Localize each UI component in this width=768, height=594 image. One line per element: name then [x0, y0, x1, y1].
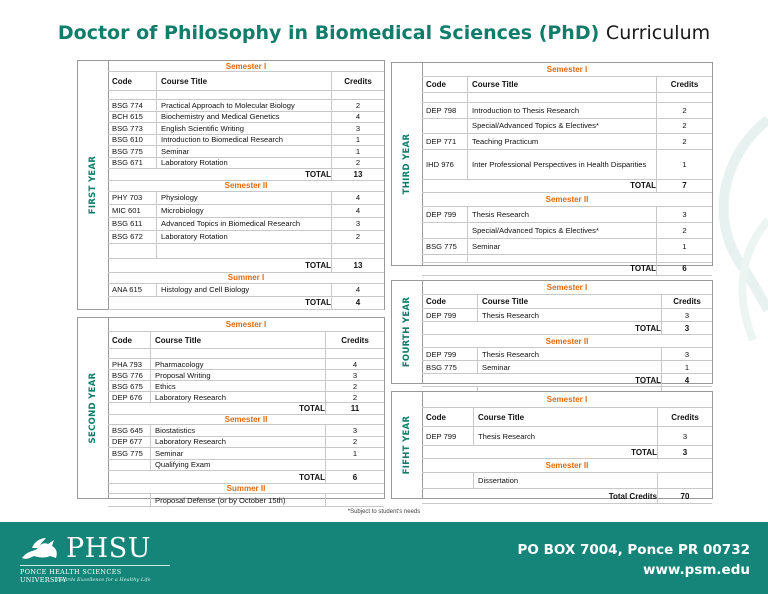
course-row — [108, 392, 384, 403]
blank-title — [156, 244, 336, 258]
course-code: BCH 615 — [112, 112, 143, 122]
blank-row — [108, 91, 384, 100]
total-row — [108, 169, 384, 181]
course-title: Introduction to Thesis Research — [467, 103, 661, 118]
semester-label — [108, 61, 384, 72]
course-code: BSG 610 — [112, 135, 143, 145]
semester-label — [422, 281, 712, 295]
course-title: Laboratory Rotation — [156, 231, 336, 243]
blank-credits — [656, 255, 712, 262]
course-row — [108, 231, 384, 244]
semester-title: Summer I — [227, 273, 265, 282]
course-credits: 3 — [331, 123, 384, 134]
course-credits — [325, 494, 384, 506]
course-row — [108, 205, 384, 218]
total-value: 70 — [657, 489, 712, 503]
second-year-label: SECOND YEAR — [78, 318, 109, 498]
column-header-row — [108, 332, 384, 349]
col-code-header: Code — [426, 80, 446, 89]
course-code: MIC 601 — [112, 206, 141, 215]
title-suffix: Curriculum — [605, 22, 711, 44]
blank-code — [108, 91, 160, 99]
total-label: TOTAL — [630, 181, 656, 190]
blank-row — [108, 244, 384, 259]
semester-title: Semester II — [224, 415, 268, 424]
semester-label — [108, 273, 384, 284]
course-row — [422, 207, 712, 223]
total-row — [108, 259, 384, 273]
fifth-year-label: FIFHT YEAR — [392, 392, 423, 498]
course-row — [108, 359, 384, 370]
course-code: BSG 671 — [112, 158, 143, 168]
course-title: Microbiology — [156, 205, 336, 217]
course-credits: 2 — [656, 134, 712, 149]
course-credits: 1 — [331, 146, 384, 157]
course-title: Laboratory Rotation — [156, 158, 336, 169]
course-code: DEP 799 — [426, 209, 457, 219]
course-row — [108, 146, 384, 158]
course-code: BSG 775 — [112, 448, 143, 458]
pegasus-logo-icon — [20, 536, 64, 562]
course-title: Qualifying Exam — [150, 460, 330, 471]
total-row — [108, 471, 384, 484]
course-row — [108, 425, 384, 437]
fourth-year-table — [422, 281, 712, 398]
course-row — [422, 119, 712, 135]
course-credits: 4 — [331, 205, 384, 217]
semester-title: Semester II — [545, 461, 589, 470]
course-credits: 3 — [325, 370, 384, 380]
total-row — [422, 374, 712, 387]
course-title: Special/Advanced Topics & Electives* — [467, 223, 661, 238]
course-credits: 1 — [331, 135, 384, 146]
semester-label — [108, 318, 384, 332]
total-row — [422, 180, 712, 193]
course-row — [422, 309, 712, 322]
blank-credits — [331, 91, 384, 99]
total-label: Total Credits — [608, 491, 657, 501]
third-year-table — [422, 63, 712, 276]
course-credits: 4 — [325, 359, 384, 369]
course-row — [108, 494, 384, 507]
blank-credits — [656, 93, 712, 102]
course-credits: 3 — [656, 207, 712, 222]
total-row — [422, 263, 712, 276]
total-value: 3 — [657, 446, 712, 458]
total-value: 11 — [325, 403, 384, 414]
course-title: Pharmacology — [150, 359, 330, 369]
footnote: *Subject to student's needs — [347, 509, 421, 515]
column-header-row — [422, 77, 712, 93]
blank-credits — [325, 349, 384, 358]
semester-label — [108, 415, 384, 425]
course-row — [108, 437, 384, 449]
total-value: 13 — [331, 169, 384, 180]
course-code: BSG 645 — [112, 425, 143, 435]
semester-title: Semester I — [225, 320, 267, 329]
course-title: Ethics — [150, 381, 330, 391]
footer-bar — [0, 522, 768, 594]
course-row — [422, 239, 712, 255]
semester-title: Semester II — [545, 194, 589, 204]
total-row — [108, 403, 384, 415]
column-header-row — [108, 72, 384, 91]
course-row — [108, 112, 384, 124]
blank-row — [108, 349, 384, 359]
course-code — [422, 119, 471, 134]
course-row — [422, 150, 712, 180]
course-title: English Scientific Writing — [156, 123, 336, 134]
course-credits: 4 — [331, 112, 384, 123]
course-code: DEP 799 — [426, 349, 457, 359]
course-code: DEP 799 — [426, 431, 457, 441]
course-title: Biochemistry and Medical Genetics — [156, 112, 336, 123]
course-title: Seminar — [156, 146, 336, 157]
course-title: Practical Approach to Molecular Biology — [156, 100, 336, 111]
course-credits: 2 — [325, 437, 384, 448]
semester-title: Semester I — [546, 395, 588, 404]
second-year-block — [77, 317, 385, 505]
col-credits-header: Credits — [325, 332, 384, 348]
course-code: DEP 677 — [112, 437, 143, 447]
course-credits: 3 — [661, 348, 712, 360]
course-code: PHY 703 — [112, 193, 143, 202]
blank-code — [422, 93, 471, 102]
course-credits: 1 — [661, 361, 712, 373]
course-credits: 1 — [325, 448, 384, 459]
col-title-header: Course Title — [477, 295, 666, 308]
fourth-year-block — [391, 280, 713, 384]
course-title: Thesis Research — [467, 207, 661, 222]
course-credits: 3 — [331, 218, 384, 230]
col-credits-header: Credits — [656, 77, 712, 92]
semester-title: Semester II — [224, 181, 268, 190]
course-title: Dissertation — [473, 473, 662, 488]
address: PO BOX 7004, Ponce PR 00732 — [517, 542, 750, 558]
second-year-table — [108, 318, 384, 507]
semester-title: Semester I — [225, 61, 267, 71]
total-label: TOTAL — [635, 375, 661, 385]
course-code: IHD 976 — [426, 159, 454, 169]
course-credits: 1 — [656, 150, 712, 179]
course-title: Thesis Research — [473, 427, 662, 445]
course-title: Seminar — [467, 239, 661, 254]
page-title — [0, 22, 768, 44]
course-row — [108, 448, 384, 460]
course-title: Inter Professional Perspectives in Health Disparities — [467, 150, 661, 179]
course-credits — [657, 473, 712, 488]
course-credits: 3 — [661, 309, 712, 321]
semester-label — [108, 181, 384, 192]
blank-code — [108, 244, 160, 258]
course-code: PHA 793 — [112, 359, 142, 369]
course-title: Laboratory Research — [150, 437, 330, 448]
course-row — [108, 100, 384, 112]
col-title-header: Course Title — [150, 332, 330, 348]
column-header-row — [422, 408, 712, 427]
blank-title — [156, 91, 336, 99]
semester-label — [422, 193, 712, 207]
third-year-block — [391, 62, 713, 273]
semester-title: Semester I — [546, 65, 588, 74]
course-title: Biostatistics — [150, 425, 330, 436]
course-row — [422, 348, 712, 361]
total-label: TOTAL — [305, 169, 331, 179]
col-credits-header: Credits — [657, 408, 712, 426]
column-header-row — [422, 295, 712, 309]
course-row — [422, 223, 712, 239]
first-year-table — [108, 61, 384, 310]
course-code: BSG 776 — [112, 370, 143, 380]
blank-code — [108, 349, 154, 358]
course-code: BSG 775 — [426, 362, 457, 372]
course-title: Thesis Research — [477, 309, 666, 321]
course-code — [108, 460, 154, 471]
course-title: Seminar — [477, 361, 666, 373]
course-row — [108, 135, 384, 147]
fifth-year-table — [422, 392, 712, 504]
col-credits-header: Credits — [331, 72, 384, 90]
course-code: BSG 611 — [112, 219, 143, 228]
col-title-header: Course Title — [467, 77, 661, 92]
course-title: Seminar — [150, 448, 330, 459]
total-value: 4 — [661, 374, 712, 386]
blank-credits — [331, 244, 384, 258]
blank-title — [467, 93, 661, 102]
course-credits: 2 — [325, 381, 384, 391]
course-credits: 4 — [331, 284, 384, 296]
semester-label — [422, 392, 712, 408]
course-title: Introduction to Biomedical Research — [156, 135, 336, 146]
col-title-header: Course Title — [473, 408, 662, 426]
course-title: Proposal Writing — [150, 370, 330, 380]
course-code: BSG 775 — [112, 146, 143, 156]
course-title: Special/Advanced Topics & Electives* — [467, 119, 661, 134]
col-code-header: Code — [112, 335, 132, 345]
logo-motto: Towards Excellence for a Healthy Life — [54, 577, 151, 583]
course-code — [422, 223, 471, 238]
semester-title: Semester II — [545, 336, 589, 346]
course-code: DEP 771 — [426, 136, 457, 146]
course-row — [108, 381, 384, 392]
course-credits: 2 — [331, 100, 384, 111]
course-row — [108, 123, 384, 135]
course-row — [108, 370, 384, 381]
first-year-label: FIRST YEAR — [78, 61, 109, 309]
course-row — [108, 192, 384, 205]
course-row — [422, 361, 712, 374]
course-code: BSG 773 — [112, 123, 143, 133]
course-credits: 4 — [331, 192, 384, 204]
total-label: TOTAL — [299, 404, 325, 413]
course-row — [422, 103, 712, 119]
course-credits: 1 — [656, 239, 712, 254]
total-value: 13 — [331, 259, 384, 272]
course-row — [422, 134, 712, 150]
course-code: BSG 672 — [112, 232, 143, 241]
course-code: DEP 676 — [112, 392, 143, 402]
course-credits: 2 — [656, 119, 712, 134]
semester-title: Semester I — [546, 283, 588, 292]
total-value: 6 — [656, 263, 712, 275]
course-row — [108, 158, 384, 170]
total-row — [422, 446, 712, 459]
course-credits — [325, 460, 384, 471]
course-credits: 2 — [656, 103, 712, 118]
course-code: BSG 775 — [426, 241, 457, 251]
col-title-header: Course Title — [156, 72, 336, 90]
course-row — [108, 284, 384, 297]
course-title: Advanced Topics in Biomedical Research — [156, 218, 336, 230]
first-year-block — [77, 60, 385, 310]
course-code: ANA 615 — [112, 285, 142, 294]
course-row — [422, 473, 712, 489]
course-title: Proposal Defense (or by October 15th) — [150, 494, 330, 506]
course-credits: 3 — [325, 425, 384, 436]
total-value: 4 — [331, 297, 384, 309]
course-title: Thesis Research — [477, 348, 666, 360]
course-code — [422, 473, 477, 488]
course-title: Histology and Cell Biology — [156, 284, 336, 296]
course-code: DEP 798 — [426, 105, 457, 115]
total-row — [422, 489, 712, 504]
semester-title: Summer II — [226, 484, 266, 493]
course-title: Physiology — [156, 192, 336, 204]
total-label: TOTAL — [635, 323, 661, 333]
course-credits: 2 — [656, 223, 712, 238]
fourth-year-label: FOURTH YEAR — [392, 281, 423, 383]
fifth-year-block — [391, 391, 713, 499]
title-main: Doctor of Philosophy in Biomedical Sciences (PhD) — [57, 22, 600, 44]
blank-title — [467, 255, 661, 262]
logo-name: PHSU — [66, 533, 151, 564]
semester-label — [422, 335, 712, 348]
blank-row — [422, 93, 712, 103]
col-credits-header: Credits — [661, 295, 712, 308]
blank-title — [150, 349, 330, 358]
course-row — [108, 460, 384, 472]
blank-row — [422, 255, 712, 263]
course-credits: 2 — [331, 231, 384, 243]
third-year-label: THIRD YEAR — [392, 63, 423, 265]
total-value: 7 — [656, 180, 712, 192]
total-label: TOTAL — [305, 260, 331, 270]
col-code-header: Code — [426, 297, 446, 306]
total-value: 3 — [661, 322, 712, 334]
course-credits: 3 — [657, 427, 712, 445]
semester-label — [422, 459, 712, 473]
total-label: TOTAL — [630, 264, 656, 273]
course-title: Laboratory Research — [150, 392, 330, 402]
total-value: 6 — [325, 471, 384, 483]
course-row — [422, 427, 712, 446]
total-label: TOTAL — [305, 298, 331, 307]
contact-info — [518, 540, 750, 580]
semester-label — [108, 484, 384, 494]
course-row — [108, 218, 384, 231]
total-label: TOTAL — [299, 472, 325, 482]
col-code-header: Code — [426, 412, 446, 422]
col-code-header: Code — [112, 76, 132, 86]
course-code: DEP 799 — [426, 310, 457, 320]
course-code: BSG 774 — [112, 100, 143, 110]
total-row — [422, 322, 712, 335]
course-code: BSG 675 — [112, 381, 143, 391]
semester-label — [422, 63, 712, 77]
course-credits: 2 — [331, 158, 384, 169]
course-code — [108, 494, 154, 506]
phsu-logo[interactable] — [20, 534, 170, 584]
course-credits: 2 — [325, 392, 384, 402]
course-title: Teaching Practicum — [467, 134, 661, 149]
total-row — [108, 297, 384, 310]
total-label: TOTAL — [631, 447, 657, 457]
logo-university-name: PONCE HEALTH SCIENCES UNIVERSITY — [20, 565, 170, 584]
website-link[interactable]: www.psm.edu — [642, 562, 750, 578]
blank-code — [422, 255, 471, 262]
